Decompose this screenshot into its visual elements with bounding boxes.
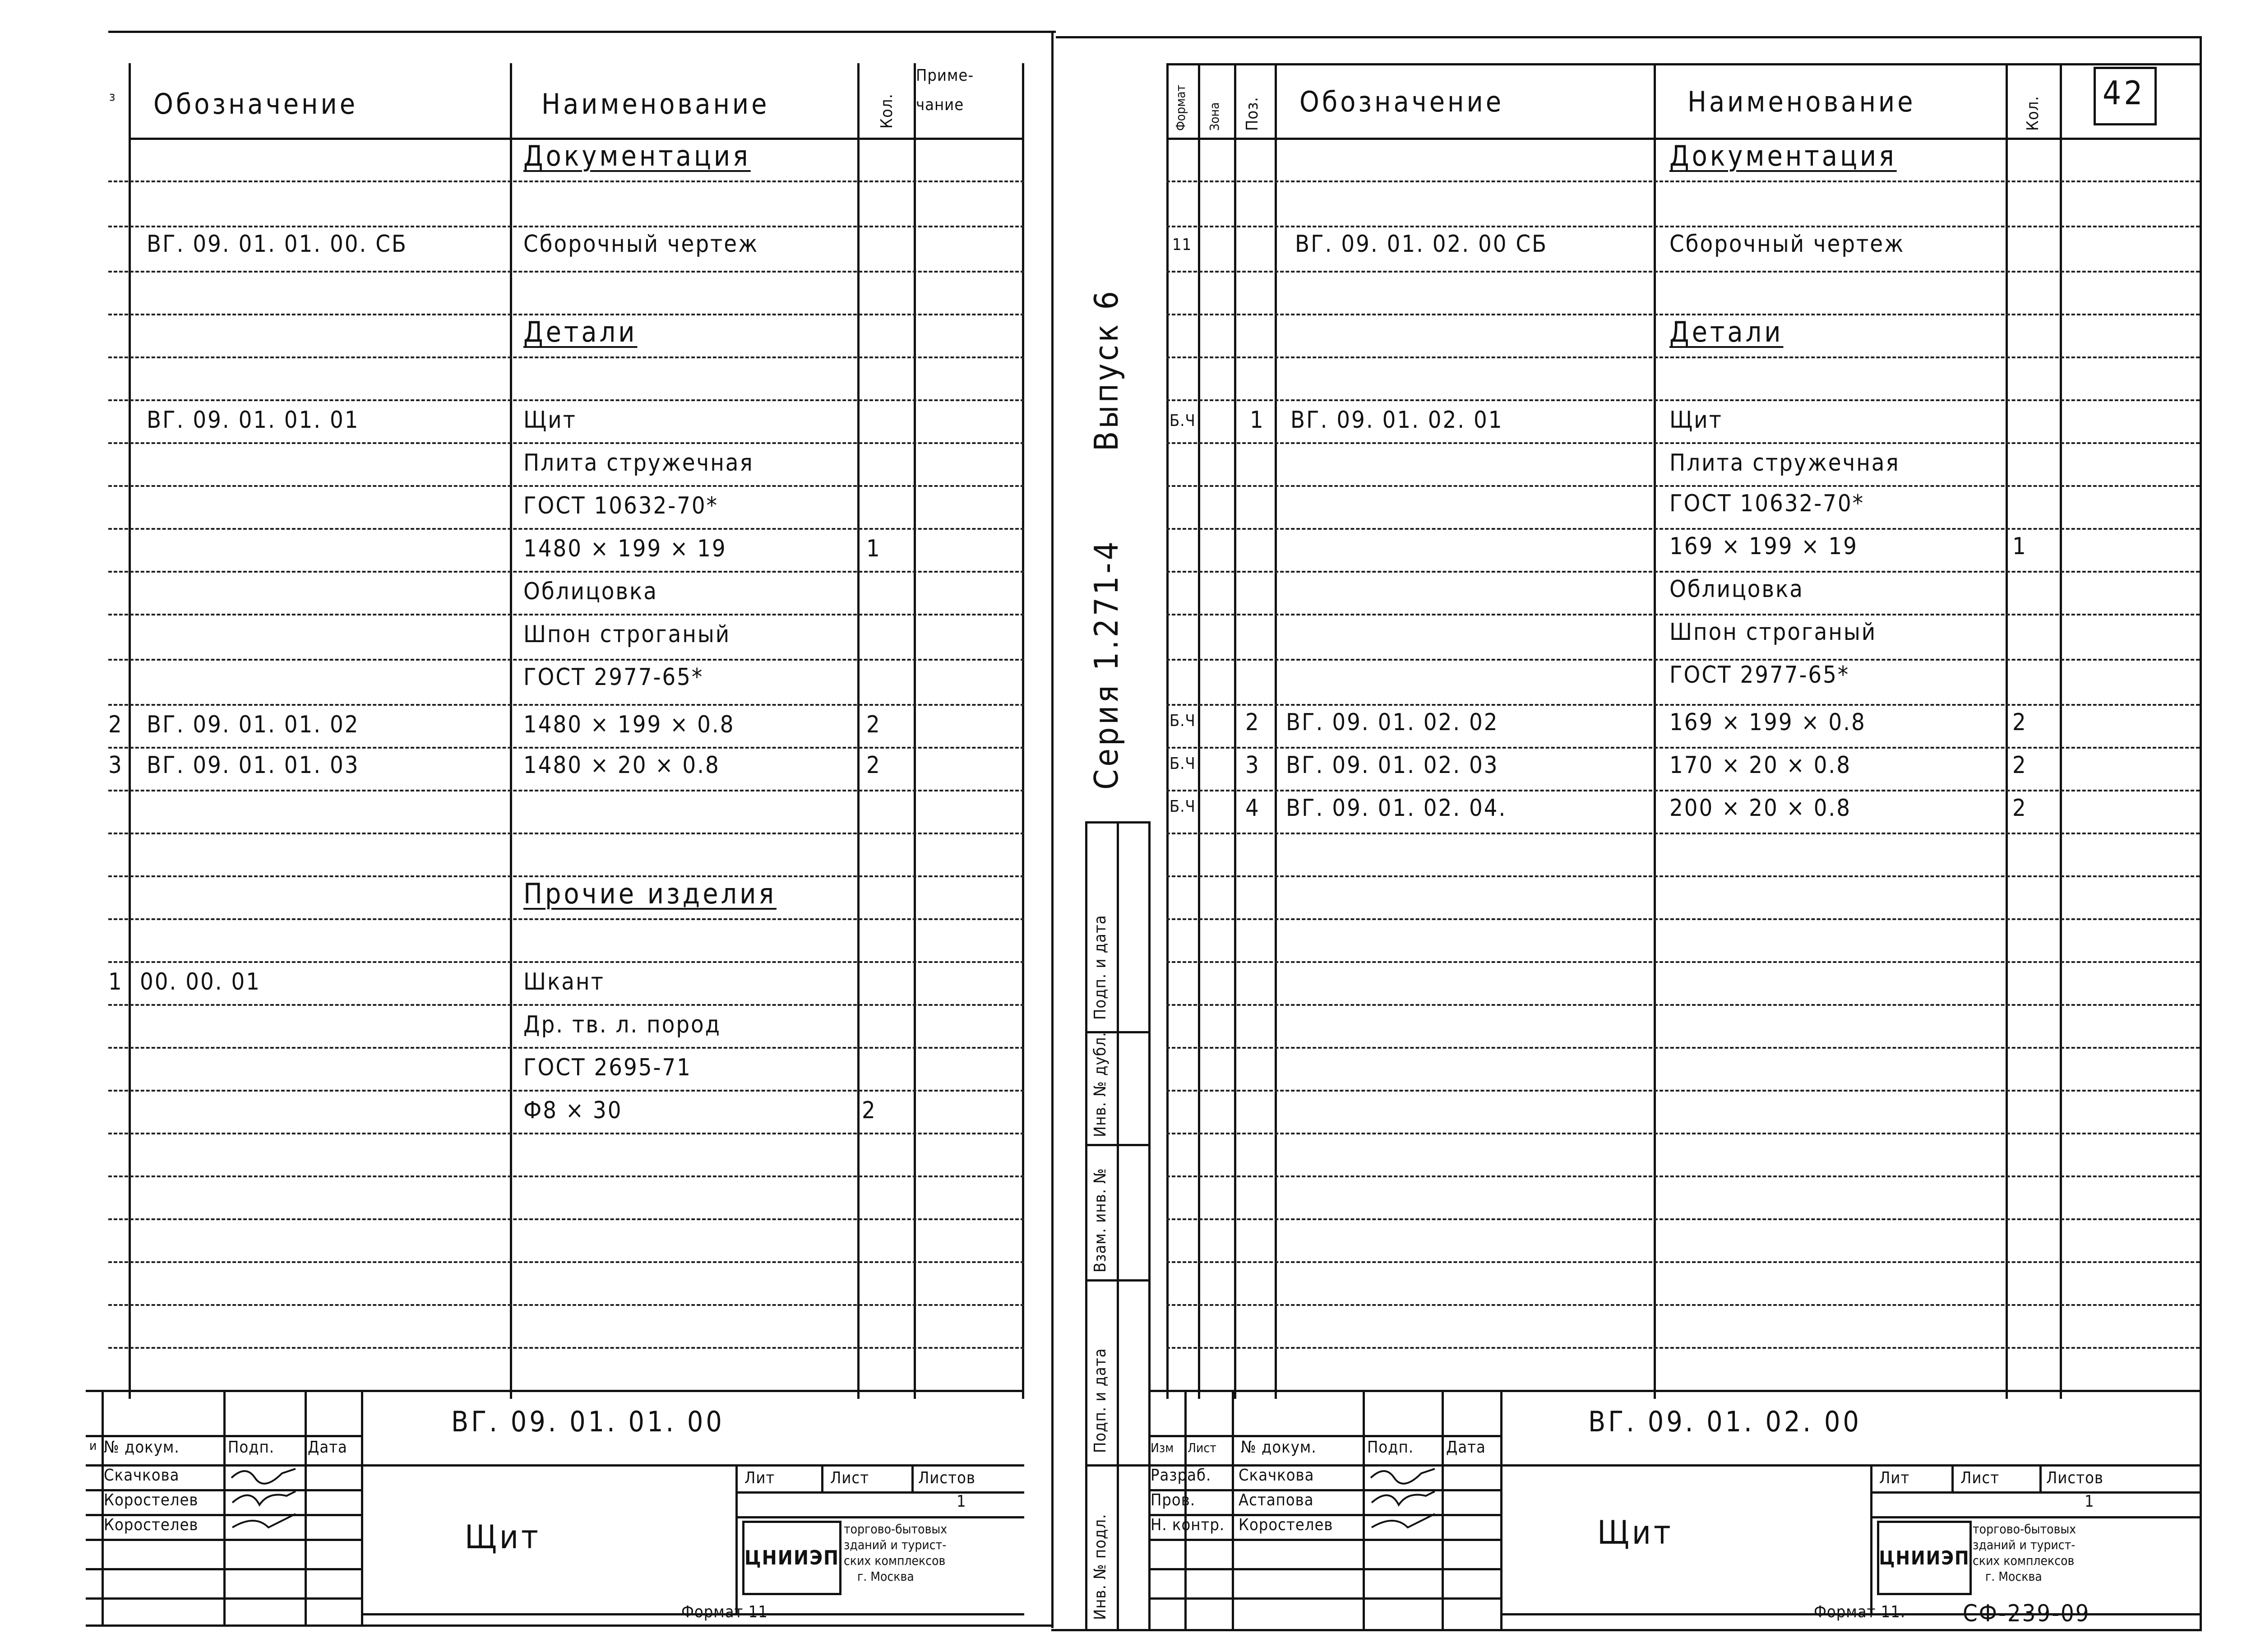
- right-row-name: Плита стружечная: [1669, 449, 1900, 477]
- left-org-line-3: ских комплексов: [844, 1553, 946, 1568]
- left-org-line-1: торгово-бытовых: [844, 1522, 948, 1536]
- right-row-pos: 3: [1245, 752, 1260, 779]
- left-note-header-2: чание: [916, 96, 964, 114]
- org-logo-text: ЦНИИЭП: [1879, 1547, 1970, 1569]
- left-row-qty: 2: [862, 1097, 877, 1124]
- left-row-designation: ВГ. 09. 01. 01. 00. СБ: [147, 231, 408, 258]
- org-logo-text: ЦНИИЭП: [744, 1546, 840, 1569]
- right-doc-title: Щит: [1597, 1513, 1674, 1551]
- right-format-header: Формат: [1173, 84, 1188, 131]
- right-row-designation: ВГ. 09. 01. 02. 04.: [1286, 795, 1507, 822]
- right-row-qty: 2: [2012, 752, 2027, 779]
- right-sheets-label: Листов: [2046, 1469, 2103, 1487]
- left-row-name: ГОСТ 10632-70*: [523, 492, 719, 519]
- right-row-format: Б.Ч: [1170, 754, 1196, 773]
- left-row-name: 1480 × 20 × 0.8: [523, 752, 720, 779]
- right-row-qty: 1: [2012, 533, 2027, 560]
- left-row-designation: ВГ. 09. 01. 01. 03: [147, 752, 360, 779]
- left-col-doc: № докум.: [104, 1438, 180, 1457]
- left-row-name: ГОСТ 2695-71: [523, 1054, 692, 1081]
- left-row-name: 1480 × 199 × 19: [523, 535, 727, 562]
- signature-icon: [228, 1464, 302, 1539]
- org-logo-stamp: [1877, 1521, 1972, 1595]
- left-person-2: Коростелев: [104, 1491, 199, 1509]
- right-format-label: Формат 11.: [1814, 1603, 1906, 1621]
- left-sheet-label: Лист: [830, 1469, 869, 1487]
- right-row-format: Б.Ч: [1170, 712, 1196, 730]
- right-row-pos: 1: [1250, 407, 1265, 434]
- right-lit-label: Лит: [1879, 1469, 1910, 1487]
- series-label: Серия 1.271-4: [1087, 539, 1125, 790]
- right-row-name: 200 × 20 × 0.8: [1669, 795, 1851, 822]
- left-col-izm: и: [89, 1438, 97, 1453]
- right-person-1: Скачкова: [1239, 1466, 1314, 1485]
- left-qty-header: Кол.: [878, 93, 896, 129]
- side-label-replace-inv: Взам. инв. №: [1091, 1168, 1110, 1273]
- left-row-pos: 2: [108, 711, 123, 738]
- right-section-documentation: Документация: [1669, 139, 1897, 172]
- right-role-2: Пров.: [1151, 1491, 1196, 1509]
- left-designation-header: Обозначение: [153, 88, 358, 120]
- left-row-pos: 1: [108, 968, 123, 995]
- left-doc-title: Щит: [465, 1518, 541, 1556]
- side-label-sign-date-1: Подп. и дата: [1091, 915, 1110, 1020]
- left-org-line-2: зданий и турист-: [844, 1537, 947, 1552]
- right-row-name: Шпон строганый: [1669, 619, 1877, 646]
- issue-label: Выпуск 6: [1087, 288, 1125, 451]
- right-qty-header: Кол.: [2024, 96, 2042, 131]
- left-row-name: Др. тв. л. пород: [523, 1011, 721, 1038]
- left-person-1: Скачкова: [104, 1466, 180, 1485]
- right-col-list: Лист: [1188, 1440, 1216, 1455]
- right-row-name: Щит: [1669, 407, 1723, 434]
- right-role-1: Разраб.: [1151, 1466, 1211, 1485]
- right-col-izm: Изм: [1151, 1440, 1174, 1455]
- left-section-other: Прочие изделия: [523, 877, 777, 910]
- page-number: 42: [2103, 74, 2145, 112]
- side-label-inv-dupl: Инв. № дубл.: [1091, 1032, 1110, 1137]
- side-label-sign-date-2: Подп. и дата: [1091, 1348, 1110, 1453]
- right-row-name: 170 × 20 × 0.8: [1669, 752, 1851, 779]
- right-row-designation: ВГ. 09. 01. 02. 02: [1286, 709, 1499, 736]
- left-row-name: Ф8 × 30: [523, 1097, 623, 1124]
- right-pos-header: Поз.: [1243, 97, 1262, 131]
- left-lit-label: Лит: [744, 1469, 775, 1487]
- right-row-format: Б.Ч: [1170, 412, 1196, 430]
- left-section-documentation: Документация: [523, 139, 751, 172]
- left-row-name: Щит: [523, 407, 577, 434]
- left-row-name: Плита стружечная: [523, 449, 754, 477]
- right-sheets-value: 1: [2085, 1492, 2094, 1511]
- right-row-name: Облицовка: [1669, 576, 1804, 603]
- left-sheets-value: 1: [957, 1492, 966, 1511]
- right-name-header: Наименование: [1687, 85, 1916, 118]
- left-row-designation: ВГ. 09. 01. 01. 01: [147, 407, 360, 434]
- left-org-line-4: г. Москва: [857, 1569, 914, 1584]
- right-designation-header: Обозначение: [1299, 85, 1504, 118]
- left-pos-header: з: [109, 89, 116, 104]
- right-row-name: 169 × 199 × 19: [1669, 533, 1858, 560]
- left-row-name: Облицовка: [523, 578, 658, 605]
- right-row-name: 169 × 199 × 0.8: [1669, 709, 1866, 736]
- right-doc-code: ВГ. 09. 01. 02. 00: [1588, 1405, 1862, 1438]
- left-row-qty: 1: [866, 535, 881, 562]
- right-row-format: Б.Ч: [1170, 797, 1196, 816]
- left-row-designation: 00. 00. 01: [140, 968, 261, 995]
- right-row-designation: ВГ. 09. 01. 02. 01: [1290, 407, 1503, 434]
- right-col-doc: № докум.: [1241, 1438, 1317, 1457]
- right-zone-header: Зона: [1207, 102, 1222, 131]
- right-org-line-2: зданий и турист-: [1973, 1537, 2076, 1552]
- left-person-3: Коростелев: [104, 1516, 199, 1534]
- right-row-name: Сборочный чертеж: [1669, 231, 1905, 258]
- side-label-inv-orig: Инв. № подл.: [1091, 1513, 1110, 1620]
- left-row-designation: ВГ. 09. 01. 01. 02: [147, 711, 360, 738]
- right-person-2: Астапова: [1239, 1491, 1314, 1509]
- right-org-line-4: г. Москва: [1985, 1569, 2042, 1584]
- left-name-header: Наименование: [541, 88, 770, 120]
- left-sheets-label: Листов: [918, 1469, 975, 1487]
- left-row-name: 1480 × 199 × 0.8: [523, 711, 735, 738]
- left-doc-code: ВГ. 09. 01. 01. 00: [451, 1405, 725, 1438]
- left-section-details: Детали: [523, 315, 638, 348]
- left-row-name: Шпон строганый: [523, 621, 731, 648]
- left-format-label: Формат 11: [681, 1603, 768, 1621]
- left-note-header-1: Приме-: [916, 66, 974, 85]
- right-row-qty: 2: [2012, 709, 2027, 736]
- left-col-date: Дата: [308, 1438, 347, 1457]
- right-row-pos: 4: [1245, 795, 1260, 822]
- right-row-qty: 2: [2012, 795, 2027, 822]
- right-sf-code: СФ-239-09: [1963, 1600, 2090, 1627]
- right-row-name: ГОСТ 2977-65*: [1669, 662, 1850, 689]
- right-sheet-label: Лист: [1960, 1469, 2000, 1487]
- left-col-sign: Подп.: [228, 1438, 275, 1457]
- right-row-name: ГОСТ 10632-70*: [1669, 490, 1865, 517]
- right-section-details: Детали: [1669, 315, 1784, 348]
- right-row-format: 11: [1172, 236, 1192, 254]
- left-row-name: Шкант: [523, 968, 605, 995]
- left-row-name: ГОСТ 2977-65*: [523, 664, 704, 691]
- org-logo-stamp: [742, 1521, 841, 1595]
- right-row-designation: ВГ. 09. 01. 02. 00 СБ: [1295, 231, 1548, 258]
- right-row-pos: 2: [1245, 709, 1260, 736]
- right-person-3: Коростелев: [1239, 1516, 1333, 1534]
- left-row-qty: 2: [866, 752, 881, 779]
- right-col-sign: Подп.: [1367, 1438, 1414, 1457]
- left-row-qty: 2: [866, 711, 881, 738]
- signature-icon: [1367, 1464, 1439, 1539]
- right-role-3: Н. контр.: [1151, 1516, 1225, 1534]
- right-row-designation: ВГ. 09. 01. 02. 03: [1286, 752, 1499, 779]
- right-col-date: Дата: [1446, 1438, 1486, 1457]
- right-org-line-1: торгово-бытовых: [1973, 1522, 2076, 1536]
- left-row-pos: 3: [108, 752, 123, 779]
- left-row-name: Сборочный чертеж: [523, 231, 759, 258]
- right-org-line-3: ских комплексов: [1973, 1553, 2075, 1568]
